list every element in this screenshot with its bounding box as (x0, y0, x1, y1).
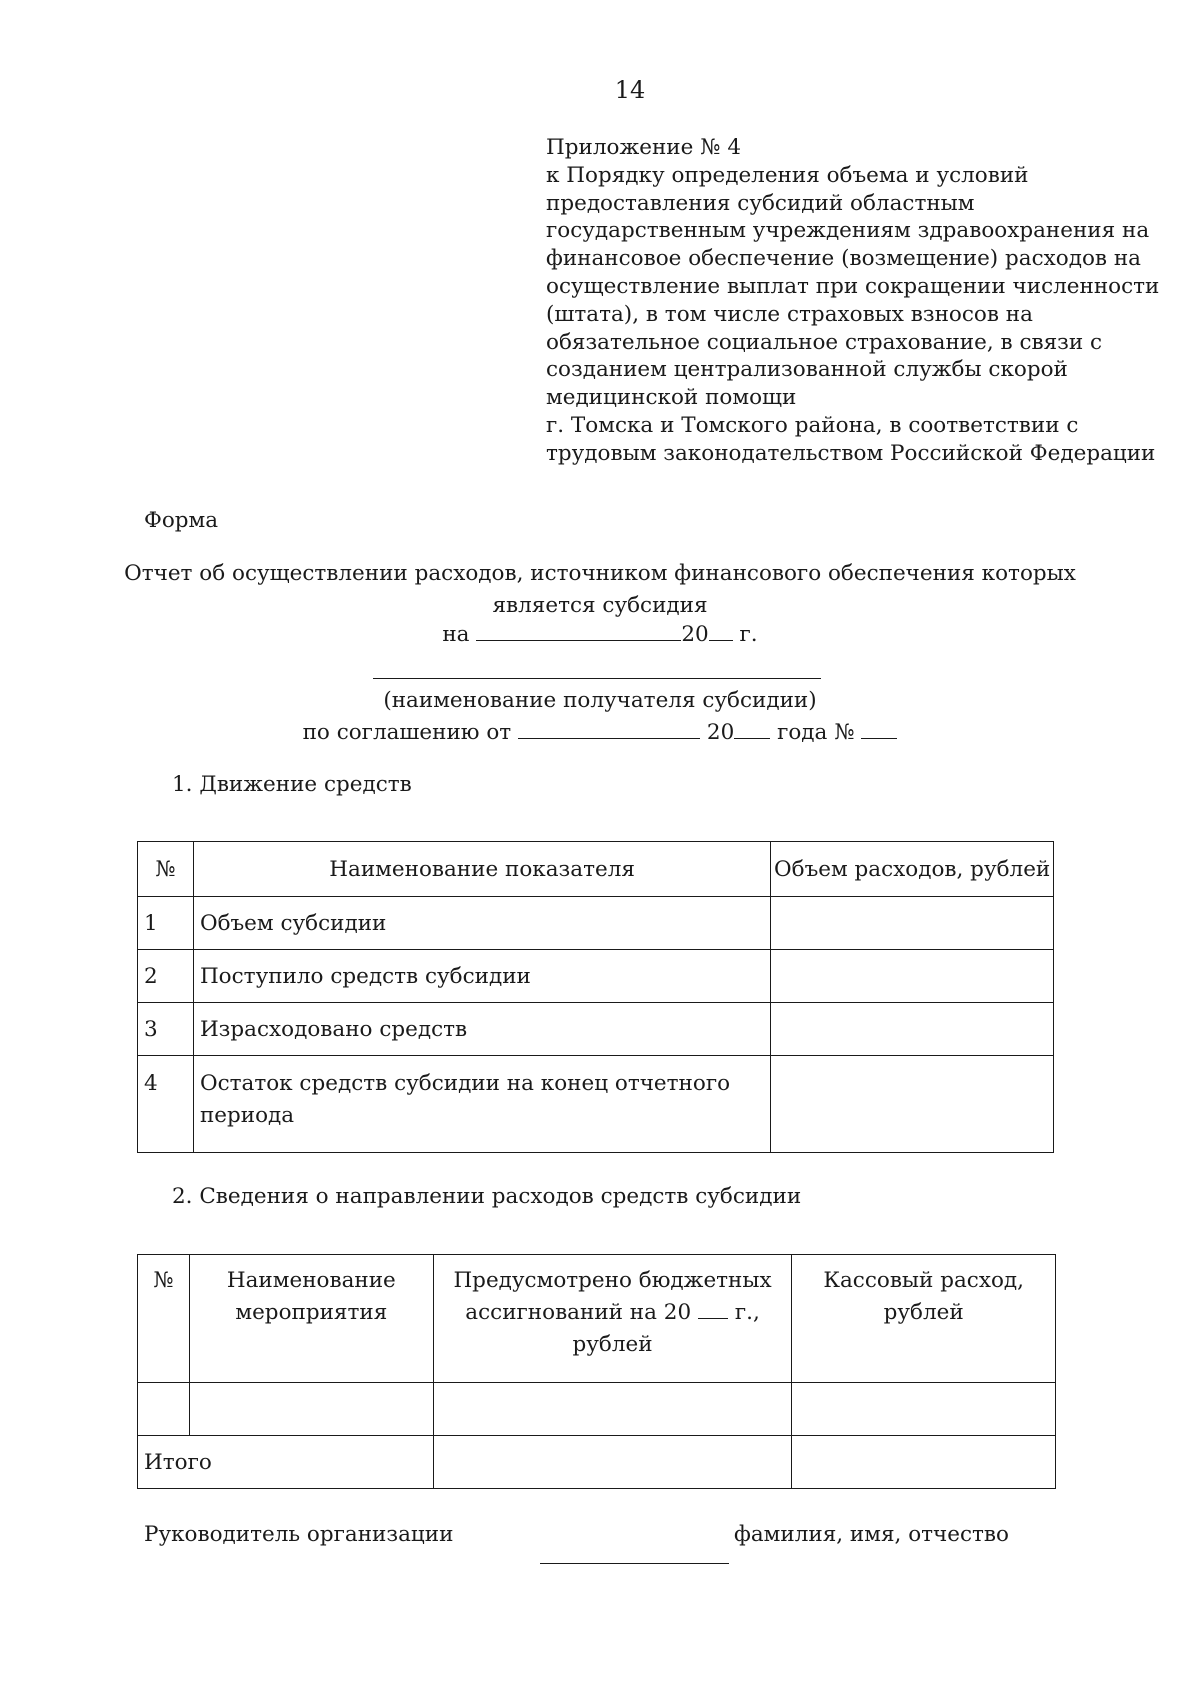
appendix-block (546, 134, 1160, 468)
row-value-cell[interactable] (771, 950, 1054, 1003)
row-number: 4 (138, 1056, 194, 1153)
column-header (189, 1255, 433, 1383)
column-header (792, 1255, 1056, 1383)
table-header-row (138, 842, 1054, 897)
row-value-cell[interactable] (771, 897, 1054, 950)
appendix-line: финансовое обеспечение (возмещение) расходов на (546, 246, 1141, 272)
total-label: Итого (138, 1436, 434, 1489)
funds-movement-table (137, 841, 1054, 1153)
report-title (0, 558, 1200, 622)
signature-blank[interactable] (540, 1563, 729, 1564)
row-name-line: Остаток средств субсидии на конец отчетного (199, 1071, 731, 1096)
year-blank[interactable] (698, 1318, 728, 1319)
signer-role: Руководитель организации (144, 1522, 454, 1547)
column-header: Наименование показателя (193, 842, 770, 897)
empty-cell[interactable] (792, 1383, 1056, 1436)
row-number: 1 (138, 897, 194, 950)
table-row (138, 897, 1054, 950)
agreement-year-blank[interactable] (734, 738, 770, 739)
header-line: Предусмотрено бюджетных (453, 1268, 772, 1293)
header-line: рублей (883, 1300, 964, 1325)
page-number: 14 (614, 76, 646, 104)
row-name: Поступило средств субсидии (193, 950, 770, 1003)
agreement-line (0, 720, 1200, 745)
table-row (138, 1056, 1054, 1153)
appendix-line: г. Томска и Томского района, в соответствии с (546, 412, 1079, 438)
form-label: Форма (144, 508, 219, 533)
section1-title: 1. Движение средств (172, 772, 412, 797)
agreement-year: 20 (706, 720, 735, 745)
empty-cell[interactable] (433, 1383, 792, 1436)
appendix-line: созданием централизованной службы скорой (546, 357, 1068, 383)
appendix-line: (штата), в том числе страховых взносов на (546, 301, 1033, 327)
empty-cell[interactable] (792, 1436, 1056, 1489)
section2-title: 2. Сведения о направлении расходов средств субсидии (172, 1184, 802, 1209)
signer-fio: фамилия, имя, отчество (734, 1522, 1009, 1547)
recipient-blank[interactable] (373, 678, 821, 679)
agreement-suffix: года № (777, 720, 855, 745)
header-line: Кассовый расход, (823, 1268, 1024, 1293)
table-header-row (138, 1255, 1056, 1383)
appendix-line: к Порядку определения объема и условий (546, 162, 1029, 188)
year-blank[interactable] (709, 640, 733, 641)
date-suffix: г. (739, 622, 758, 647)
appendix-line: осуществление выплат при сокращении численности (546, 273, 1160, 299)
header-text: ассигнований на 20 (465, 1300, 692, 1325)
appendix-line: Приложение № 4 (546, 135, 742, 160)
table-row (138, 1383, 1056, 1436)
appendix-line: государственным учреждениям здравоохранения на (546, 218, 1150, 244)
agreement-prefix: по соглашению от (302, 720, 512, 745)
column-header: № (138, 1255, 190, 1383)
date-blank[interactable] (476, 640, 681, 641)
appendix-line: медицинской помощи (546, 385, 797, 411)
agreement-date-blank[interactable] (518, 738, 700, 739)
table-row (138, 1003, 1054, 1056)
header-line: мероприятия (235, 1300, 388, 1325)
header-line (435, 1297, 791, 1329)
report-date-line (0, 622, 1200, 647)
expense-directions-table (137, 1254, 1056, 1489)
row-number: 2 (138, 950, 194, 1003)
row-number: 3 (138, 1003, 194, 1056)
appendix-line: обязательное социальное страхование, в связи с (546, 329, 1103, 355)
appendix-line: трудовым законодательством Российской Федерации (546, 440, 1156, 466)
recipient-caption: (наименование получателя субсидии) (383, 688, 817, 713)
report-title-line: является субсидия (492, 593, 708, 618)
appendix-line: предоставления субсидий областным (546, 190, 975, 216)
header-text: г., (734, 1300, 760, 1325)
header-line: Наименование (226, 1268, 396, 1293)
total-row (138, 1436, 1056, 1489)
column-header: Объем расходов, рублей (771, 842, 1054, 897)
empty-cell[interactable] (433, 1436, 792, 1489)
row-value-cell[interactable] (771, 1003, 1054, 1056)
empty-cell[interactable] (189, 1383, 433, 1436)
table-row (138, 950, 1054, 1003)
column-header: № (138, 842, 194, 897)
report-title-line: Отчет об осуществлении расходов, источником финансового обеспечения которых (124, 561, 1076, 586)
date-prefix: на (442, 622, 470, 647)
header-line: рублей (572, 1332, 653, 1357)
date-year: 20 (681, 622, 709, 647)
agreement-number-blank[interactable] (861, 738, 897, 739)
row-name (193, 1056, 770, 1153)
row-name: Израсходовано средств (193, 1003, 770, 1056)
column-header (433, 1255, 792, 1383)
row-value-cell[interactable] (771, 1056, 1054, 1153)
row-name: Объем субсидии (193, 897, 770, 950)
empty-cell[interactable] (138, 1383, 190, 1436)
row-name-line: периода (199, 1103, 295, 1128)
